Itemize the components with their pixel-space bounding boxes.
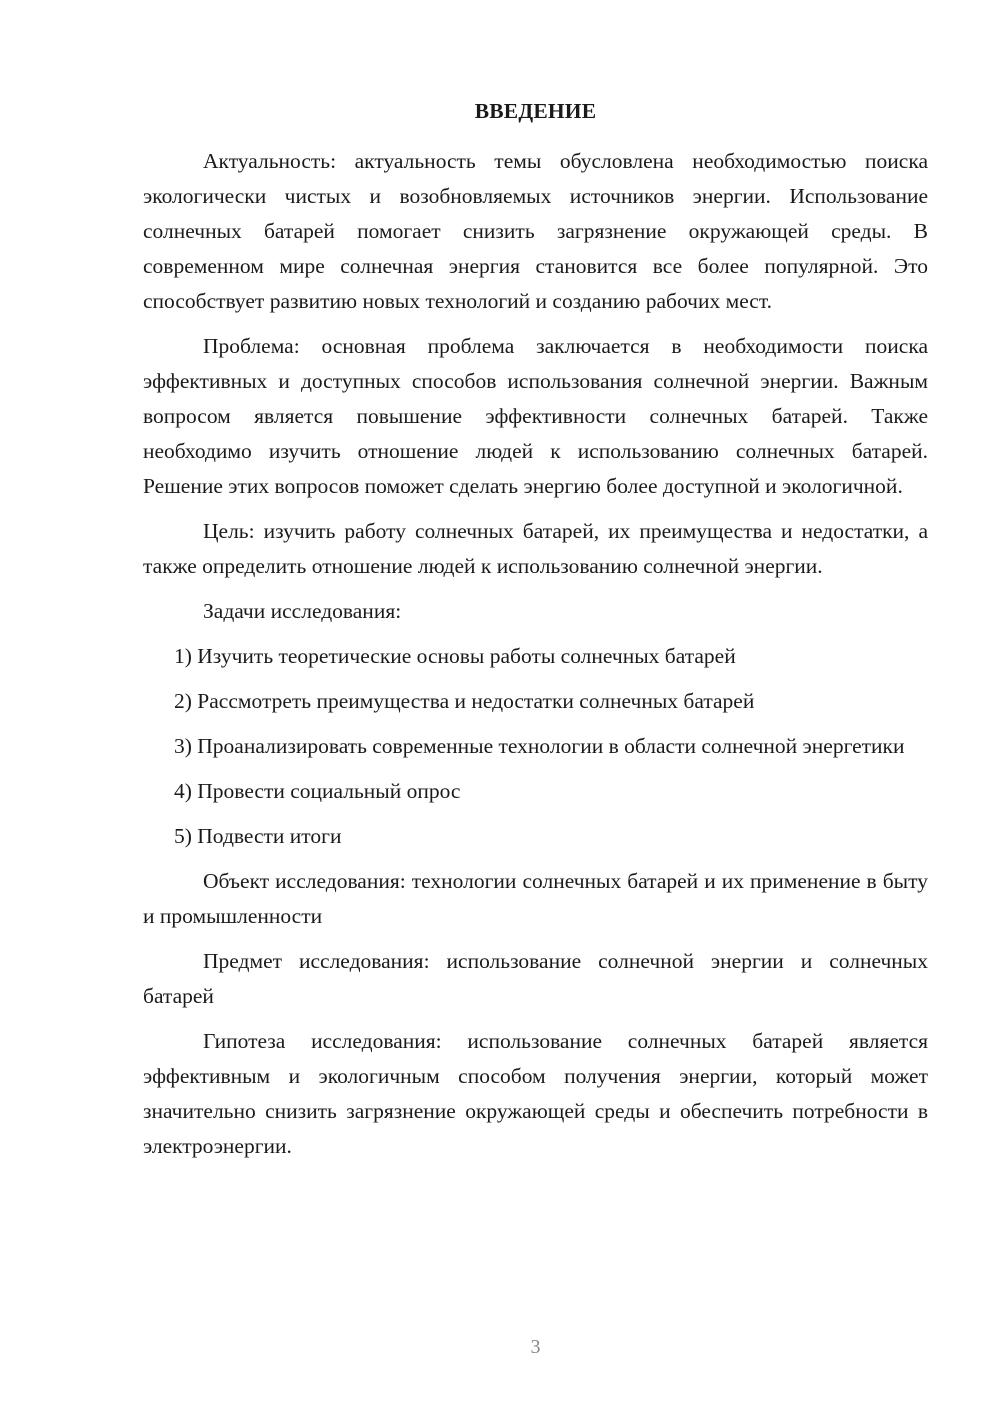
task-item-4: 4) Провести социальный опрос [174,779,461,803]
goal-paragraph: Цель: изучить работу солнечных батарей, их преимущества и недостатки, а также определить отношение людей к использованию солнечной энергии. [143,519,928,578]
task-item-2: 2) Рассмотреть преимущества и недостатки солнечных батарей [174,689,755,713]
relevance-paragraph: Актуальность: актуальность темы обусловлена необходимостью поиска экологически чистых и возобновляемых источников энергии. Использование солнечных батарей помогает снизить загрязнение окружающей среды. В современном мире солнечная энергия становится все более популярной. Это способствует развитию новых технологий и созданию рабочих мест. [143,149,928,313]
object-paragraph: Объект исследования: технологии солнечных батарей и их применение в быту и промышленности [143,869,928,928]
document-body [143,144,928,1174]
problem-paragraph: Проблема: основная проблема заключается в необходимости поиска эффективных и доступных способов использования солнечной энергии. Важным вопросом является повышение эффективности солнечных батарей. Также необходимо изучить отношение людей к использованию солнечных батарей. Решение этих вопросов поможет сделать энергию более доступной и экологичной. [143,334,928,498]
task-item-5: 5) Подвести итоги [174,824,342,848]
hypothesis-paragraph: Гипотеза исследования: использование солнечных батарей является эффективным и экологичным способом получения энергии, который может значительно снизить загрязнение окружающей среды и обеспечить потребности в электроэнергии. [143,1029,928,1158]
tasks-heading: Задачи исследования: [203,599,402,623]
subject-paragraph: Предмет исследования: использование солнечной энергии и солнечных батарей [143,949,928,1008]
task-item-3: 3) Проанализировать современные технологии в области солнечной энергетики [174,734,905,758]
section-heading: ВВЕДЕНИЕ [474,99,597,123]
task-item-1: 1) Изучить теоретические основы работы солнечных батарей [174,644,736,668]
page-number: 3 [530,1336,541,1358]
